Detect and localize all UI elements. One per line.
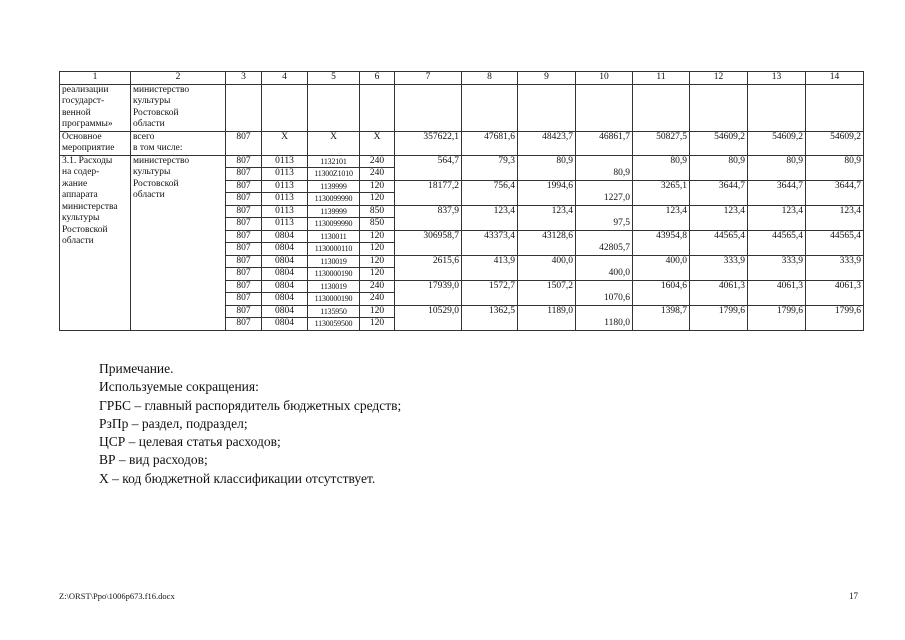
column-number-header: 1 bbox=[60, 72, 131, 85]
empty-cell bbox=[226, 84, 262, 131]
amount-cell: 80,9 bbox=[518, 155, 576, 180]
table-row bbox=[60, 84, 864, 131]
column-number-header: 5 bbox=[308, 72, 360, 85]
amount-cell: 80,9 bbox=[690, 155, 748, 180]
grbs-cell: 807 bbox=[226, 305, 262, 318]
column-number-header: 9 bbox=[518, 72, 576, 85]
rzpr-cell: 0113 bbox=[262, 155, 308, 168]
grbs-cell: 807 bbox=[226, 193, 262, 206]
grbs-cell: 807 bbox=[226, 205, 262, 218]
column-number-header: 7 bbox=[395, 72, 462, 85]
notes-block bbox=[99, 360, 401, 488]
grbs-cell: 807 bbox=[226, 168, 262, 181]
amount-cell: 3644,7 bbox=[748, 180, 806, 205]
cell-text-line: 3.1. Расходы bbox=[62, 155, 113, 166]
csr-cell: 1130019 bbox=[308, 280, 360, 293]
empty-cell bbox=[360, 84, 395, 131]
amount-cell: 43128,6 bbox=[518, 230, 576, 255]
executor-cell bbox=[131, 155, 226, 330]
amount-cell: 43954,8 bbox=[633, 230, 690, 255]
amount-cell: 48423,7 bbox=[518, 131, 576, 155]
amount-cell: 4061,3 bbox=[690, 280, 748, 305]
amount-cell: 1994,6 bbox=[518, 180, 576, 205]
grbs-cell: 807 bbox=[226, 180, 262, 193]
cell-text-line: мероприятие bbox=[62, 143, 115, 153]
cell-text-line: культуры bbox=[62, 213, 100, 223]
executor-cell bbox=[131, 84, 226, 131]
amount-cell: 54609,2 bbox=[748, 131, 806, 155]
rzpr-cell: 0113 bbox=[262, 218, 308, 231]
note-item: ЦСР – целевая статья расходов; bbox=[99, 434, 281, 450]
amount-cell: 123,4 bbox=[462, 205, 518, 230]
amount-cell: 97,5 bbox=[576, 205, 633, 230]
rzpr-cell: 0804 bbox=[262, 318, 308, 331]
note-item: ВР – вид расходов; bbox=[99, 452, 208, 468]
cell-text-line: реализации bbox=[62, 84, 109, 95]
amount-cell: 4061,3 bbox=[748, 280, 806, 305]
rzpr-cell: X bbox=[262, 131, 308, 155]
empty-cell bbox=[462, 84, 518, 131]
grbs-cell: 807 bbox=[226, 155, 262, 168]
amount-cell: 1070,6 bbox=[576, 280, 633, 305]
amount-cell: 333,9 bbox=[748, 255, 806, 280]
column-number-header: 10 bbox=[576, 72, 633, 85]
cell-text-line: программы» bbox=[62, 119, 113, 129]
grbs-cell: 807 bbox=[226, 293, 262, 306]
table-row bbox=[60, 155, 864, 168]
amount-cell: 1799,6 bbox=[806, 305, 864, 330]
rzpr-cell: 0113 bbox=[262, 168, 308, 181]
amount-cell: 1572,7 bbox=[462, 280, 518, 305]
column-number-header: 3 bbox=[226, 72, 262, 85]
csr-cell: 1130019 bbox=[308, 255, 360, 268]
empty-cell bbox=[308, 84, 360, 131]
cell-text-line: аппарата bbox=[62, 190, 98, 200]
vr-cell: 120 bbox=[360, 243, 395, 256]
csr-cell: 11300Z1010 bbox=[308, 168, 360, 181]
column-number-header: 8 bbox=[462, 72, 518, 85]
amount-cell: 123,4 bbox=[690, 205, 748, 230]
rzpr-cell: 0804 bbox=[262, 305, 308, 318]
amount-cell: 80,9 bbox=[576, 155, 633, 180]
amount-cell: 42805,7 bbox=[576, 230, 633, 255]
amount-cell: 1362,5 bbox=[462, 305, 518, 330]
cell-text-line: культуры bbox=[133, 167, 171, 177]
cell-text-line: Ростовской bbox=[62, 224, 108, 235]
cell-text-line: министерство bbox=[133, 84, 190, 95]
page-number: 17 bbox=[849, 591, 858, 601]
amount-cell: 837,9 bbox=[395, 205, 462, 230]
rzpr-cell: 0113 bbox=[262, 193, 308, 206]
empty-cell bbox=[262, 84, 308, 131]
amount-cell: 400,0 bbox=[633, 255, 690, 280]
amount-cell: 756,4 bbox=[462, 180, 518, 205]
amount-cell: 1227,0 bbox=[576, 180, 633, 205]
empty-cell bbox=[395, 84, 462, 131]
amount-cell: 50827,5 bbox=[633, 131, 690, 155]
rzpr-cell: 0804 bbox=[262, 255, 308, 268]
vr-cell: 240 bbox=[360, 280, 395, 293]
vr-cell: 120 bbox=[360, 268, 395, 281]
responsible-program-cell bbox=[60, 84, 131, 131]
cell-text-line: на содер- bbox=[62, 167, 100, 177]
cell-text-line: министерства bbox=[62, 201, 118, 212]
amount-cell: 43373,4 bbox=[462, 230, 518, 255]
empty-cell bbox=[806, 84, 864, 131]
cell-text-line: всего bbox=[133, 131, 155, 142]
amount-cell: 1604,6 bbox=[633, 280, 690, 305]
column-number-header: 14 bbox=[806, 72, 864, 85]
table-row bbox=[60, 131, 864, 155]
vr-cell: 120 bbox=[360, 193, 395, 206]
csr-cell: 1130000190 bbox=[308, 293, 360, 306]
amount-cell: 1799,6 bbox=[690, 305, 748, 330]
amount-cell: 123,4 bbox=[633, 205, 690, 230]
empty-cell bbox=[748, 84, 806, 131]
csr-cell: X bbox=[308, 131, 360, 155]
grbs-cell: 807 bbox=[226, 318, 262, 331]
amount-cell: 17939,0 bbox=[395, 280, 462, 305]
cell-text-line: области bbox=[133, 190, 165, 200]
grbs-cell: 807 bbox=[226, 243, 262, 256]
notes-title: Примечание. bbox=[99, 361, 174, 376]
amount-cell: 80,9 bbox=[748, 155, 806, 180]
amount-cell: 1180,0 bbox=[576, 305, 633, 330]
note-item: РзПр – раздел, подраздел; bbox=[99, 415, 248, 431]
vr-cell: 850 bbox=[360, 205, 395, 218]
csr-cell: 1130099990 bbox=[308, 218, 360, 231]
cell-text-line: Ростовской bbox=[133, 178, 179, 189]
column-number-header: 13 bbox=[748, 72, 806, 85]
note-item: Х – код бюджетной классификации отсутствует. bbox=[99, 470, 376, 486]
amount-cell: 306958,7 bbox=[395, 230, 462, 255]
amount-cell: 1507,2 bbox=[518, 280, 576, 305]
amount-cell: 333,9 bbox=[806, 255, 864, 280]
cell-text-line: государст- bbox=[62, 96, 105, 106]
amount-cell: 400,0 bbox=[518, 255, 576, 280]
rzpr-cell: 0804 bbox=[262, 293, 308, 306]
amount-cell: 47681,6 bbox=[462, 131, 518, 155]
grbs-cell: 807 bbox=[226, 218, 262, 231]
amount-cell: 80,9 bbox=[806, 155, 864, 180]
empty-cell bbox=[518, 84, 576, 131]
csr-cell: 1139999 bbox=[308, 180, 360, 193]
csr-cell: 1130011 bbox=[308, 230, 360, 243]
amount-cell: 413,9 bbox=[462, 255, 518, 280]
csr-cell: 1135950 bbox=[308, 305, 360, 318]
amount-cell: 54609,2 bbox=[690, 131, 748, 155]
empty-cell bbox=[576, 84, 633, 131]
csr-cell: 1130099990 bbox=[308, 193, 360, 206]
amount-cell: 1398,7 bbox=[633, 305, 690, 330]
column-number-header: 4 bbox=[262, 72, 308, 85]
amount-cell: 10529,0 bbox=[395, 305, 462, 330]
amount-cell: 44565,4 bbox=[806, 230, 864, 255]
amount-cell: 333,9 bbox=[690, 255, 748, 280]
amount-cell: 3265,1 bbox=[633, 180, 690, 205]
grbs-cell: 807 bbox=[226, 268, 262, 281]
amount-cell: 2615,6 bbox=[395, 255, 462, 280]
grbs-cell: 807 bbox=[226, 131, 262, 155]
vr-cell: 120 bbox=[360, 230, 395, 243]
csr-cell: 1130059500 bbox=[308, 318, 360, 331]
cell-text-line: венной bbox=[62, 107, 91, 118]
cell-text-line: области bbox=[62, 236, 94, 246]
amount-cell: 123,4 bbox=[806, 205, 864, 230]
cell-text-line: Ростовской bbox=[133, 107, 179, 118]
empty-cell bbox=[690, 84, 748, 131]
csr-cell: 1139999 bbox=[308, 205, 360, 218]
cell-text-line: в том числе: bbox=[133, 143, 183, 153]
column-number-header: 6 bbox=[360, 72, 395, 85]
amount-cell: 80,9 bbox=[633, 155, 690, 180]
csr-cell: 1132101 bbox=[308, 155, 360, 168]
grbs-cell: 807 bbox=[226, 230, 262, 243]
amount-cell: 18177,2 bbox=[395, 180, 462, 205]
note-item: ГРБС – главный распорядитель бюджетных средств; bbox=[99, 397, 402, 413]
cell-text-line: области bbox=[133, 119, 165, 129]
amount-cell: 1189,0 bbox=[518, 305, 576, 330]
vr-cell: 120 bbox=[360, 180, 395, 193]
amount-cell: 54609,2 bbox=[806, 131, 864, 155]
cell-text-line: министерство bbox=[133, 155, 190, 166]
header-row bbox=[60, 72, 864, 85]
amount-cell: 1799,6 bbox=[748, 305, 806, 330]
cell-text-line: Основное bbox=[62, 131, 102, 142]
grbs-cell: 807 bbox=[226, 280, 262, 293]
file-path: Z:\ORST\Ppo\1006p673.f16.docx bbox=[59, 591, 175, 601]
amount-cell: 3644,7 bbox=[806, 180, 864, 205]
executor-cell bbox=[131, 131, 226, 155]
vr-cell: 120 bbox=[360, 255, 395, 268]
amount-cell: 46861,7 bbox=[576, 131, 633, 155]
rzpr-cell: 0804 bbox=[262, 268, 308, 281]
column-number-header: 12 bbox=[690, 72, 748, 85]
event-name-cell bbox=[60, 131, 131, 155]
amount-cell: 564,7 bbox=[395, 155, 462, 180]
amount-cell: 357622,1 bbox=[395, 131, 462, 155]
subitem-name-cell bbox=[60, 155, 131, 330]
rzpr-cell: 0804 bbox=[262, 243, 308, 256]
vr-cell: 240 bbox=[360, 168, 395, 181]
amount-cell: 123,4 bbox=[748, 205, 806, 230]
column-number-header: 2 bbox=[131, 72, 226, 85]
cell-text-line: культуры bbox=[133, 96, 171, 106]
vr-cell: 850 bbox=[360, 218, 395, 231]
cell-text-line: жание bbox=[62, 178, 88, 189]
budget-table bbox=[59, 71, 864, 331]
rzpr-cell: 0113 bbox=[262, 180, 308, 193]
amount-cell: 123,4 bbox=[518, 205, 576, 230]
vr-cell: 120 bbox=[360, 305, 395, 318]
vr-cell: 240 bbox=[360, 155, 395, 168]
rzpr-cell: 0113 bbox=[262, 205, 308, 218]
vr-cell: 240 bbox=[360, 293, 395, 306]
amount-cell: 79,3 bbox=[462, 155, 518, 180]
vr-cell: 120 bbox=[360, 318, 395, 331]
rzpr-cell: 0804 bbox=[262, 280, 308, 293]
amount-cell: 400,0 bbox=[576, 255, 633, 280]
vr-cell: X bbox=[360, 131, 395, 155]
empty-cell bbox=[633, 84, 690, 131]
amount-cell: 3644,7 bbox=[690, 180, 748, 205]
csr-cell: 1130000190 bbox=[308, 268, 360, 281]
amount-cell: 44565,4 bbox=[748, 230, 806, 255]
notes-abbr-heading: Используемые сокращения: bbox=[99, 379, 259, 395]
column-number-header: 11 bbox=[633, 72, 690, 85]
csr-cell: 1130000110 bbox=[308, 243, 360, 256]
grbs-cell: 807 bbox=[226, 255, 262, 268]
amount-cell: 4061,3 bbox=[806, 280, 864, 305]
amount-cell: 44565,4 bbox=[690, 230, 748, 255]
rzpr-cell: 0804 bbox=[262, 230, 308, 243]
